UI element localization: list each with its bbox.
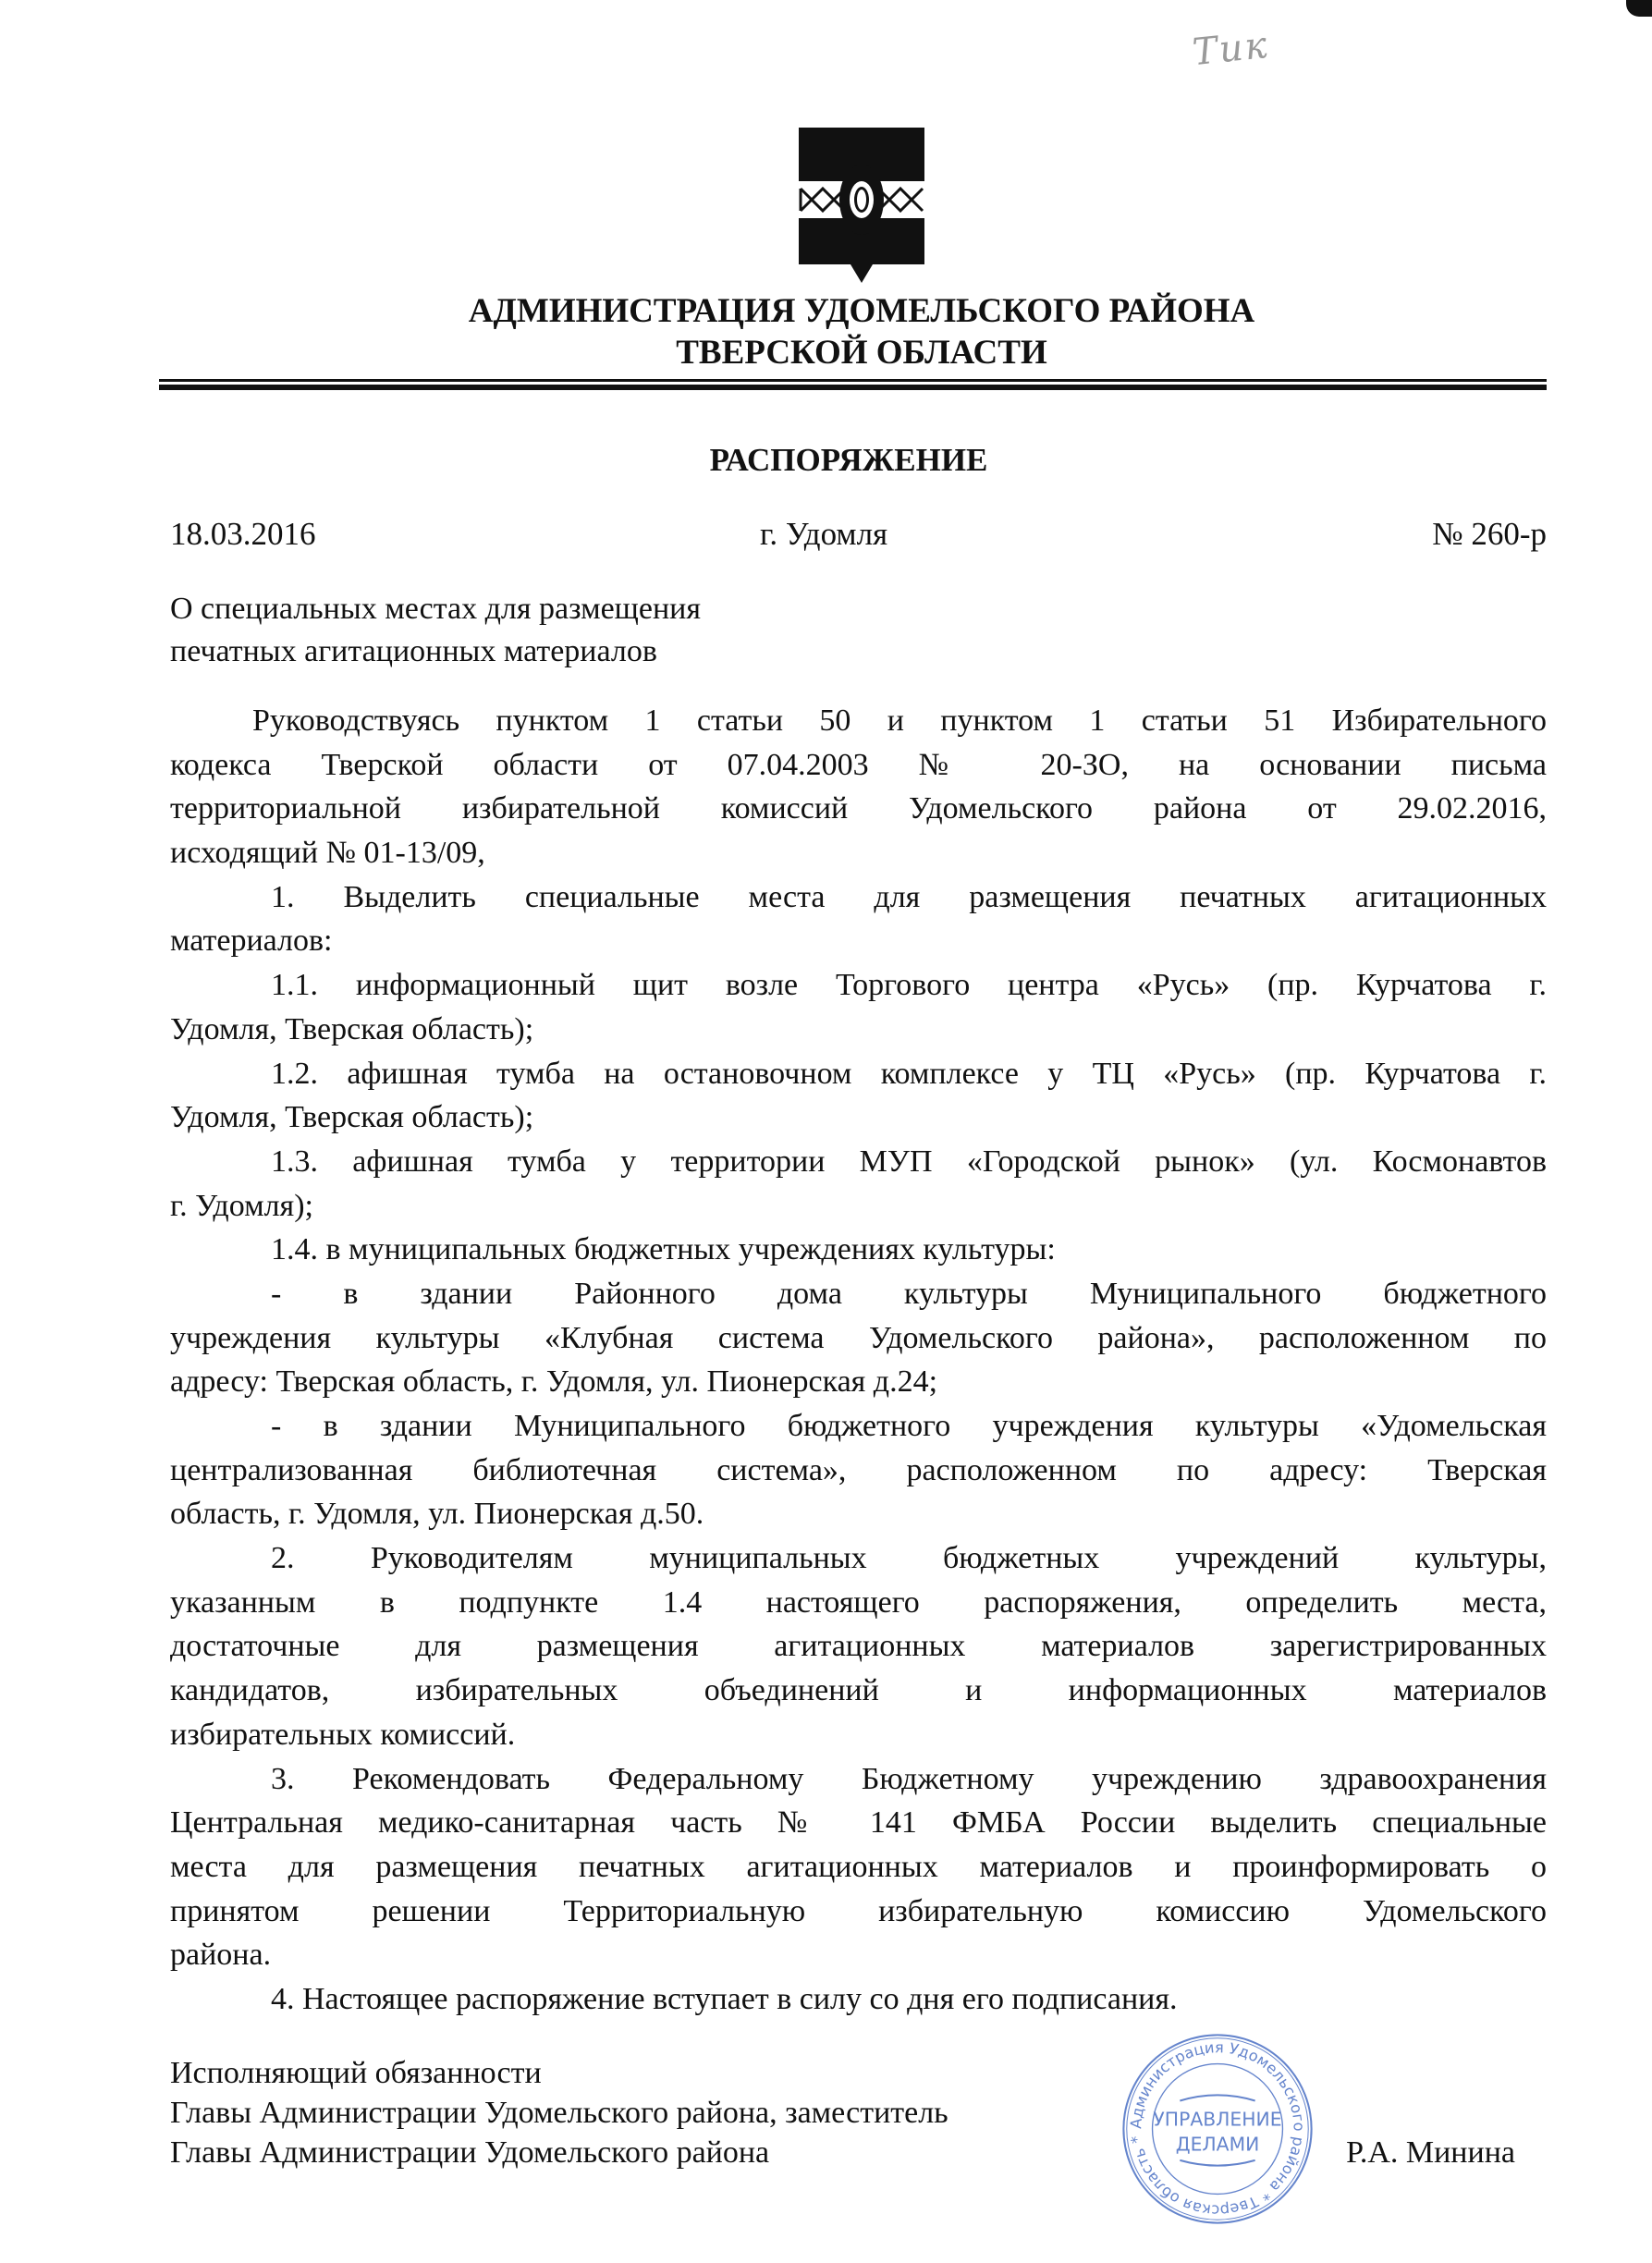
signature-title-line: Главы Администрации Удомельского района, заместитель <box>170 2096 948 2130</box>
document-type: РАСПОРЯЖЕНИЕ <box>709 442 988 478</box>
paragraph-line: достаточные для размещения агитационных материалов зарегистрированных <box>170 1629 1547 1664</box>
paragraph-line: централизованная библиотечная система», расположенном по адресу: Тверская <box>170 1452 1547 1487</box>
signature-title-line: Главы Администрации Удомельского района <box>170 2135 770 2170</box>
signature-block <box>170 2053 1547 2172</box>
paragraph <box>170 1140 1547 1228</box>
organization-name <box>159 290 1564 373</box>
paragraph-line: территориальной избирательной комиссий Удомельского района от 29.02.2016, <box>170 791 1547 826</box>
header-rule-thick <box>159 385 1547 390</box>
paragraph-line: 1. Выделить специальные места для размещения печатных агитационных <box>271 879 1547 914</box>
paragraph-line: - в здании Муниципального бюджетного учреждения культуры «Удомельская <box>271 1409 1547 1443</box>
document-subject <box>170 588 701 673</box>
paragraph-line: 1.1. информационный щит возле Торгового центра «Русь» (пр. Курчатова г. <box>271 968 1547 1003</box>
document-date: 18.03.2016 <box>170 516 316 552</box>
handwritten-note: Тик <box>1190 23 1271 75</box>
paragraph <box>170 1228 1547 1272</box>
organization-line-1: АДМИНИСТРАЦИЯ УДОМЕЛЬСКОГО РАЙОНА <box>468 292 1255 330</box>
paragraph-line: 2. Руководителям муниципальных бюджетных учреждений культуры, <box>271 1541 1547 1576</box>
paragraph-line: избирательных комиссий. <box>170 1717 516 1752</box>
document-body <box>170 699 1547 2022</box>
paragraph-line: 4. Настоящее распоряжение вступает в силу со дня его подписания. <box>271 1981 1178 2016</box>
paragraph-line: места для размещения печатных агитационных материалов и проинформировать о <box>170 1849 1547 1884</box>
paragraph-line: Удомля, Тверская область); <box>170 1011 534 1046</box>
scan-edge <box>1626 0 1652 17</box>
paragraph-line: Удомля, Тверская область); <box>170 1100 534 1135</box>
paragraph-line: учреждения культуры «Клубная система Удомельского района», расположенном по <box>170 1320 1547 1355</box>
paragraph-line: кандидатов, избирательных объединений и информационных материалов <box>170 1673 1547 1708</box>
stamp-ring-text: Администрация Удомельского района * Тверская область * <box>1127 2038 1308 2220</box>
paragraph <box>170 699 1547 875</box>
paragraph-line: 3. Рекомендовать Федеральному Бюджетному учреждению здравоохранения <box>271 1761 1547 1796</box>
paragraph-line: адресу: Тверская область, г. Удомля, ул. Пионерская д.24; <box>170 1364 938 1400</box>
paragraph-line: г. Удомля); <box>170 1188 313 1223</box>
paragraph-line: исходящий № 01-13/09, <box>170 836 485 871</box>
paragraph-line: - в здании Районного дома культуры Муниципального бюджетного <box>271 1276 1547 1311</box>
paragraph-line: 1.4. в муниципальных бюджетных учреждениях культуры: <box>271 1232 1056 1267</box>
paragraph <box>170 1536 1547 1756</box>
coat-of-arms-icon <box>797 126 926 285</box>
official-stamp <box>1120 2032 1315 2226</box>
paragraph-line: 1.3. афишная тумба у территории МУП «Городской рынок» (ул. Космонавтов <box>271 1144 1547 1179</box>
paragraph-line: Центральная медико-санитарная часть № 141 ФМБА России выделить специальные <box>170 1805 1547 1841</box>
document-city: г. Удомля <box>760 516 888 552</box>
organization-line-2: ТВЕРСКОЙ ОБЛАСТИ <box>676 334 1047 372</box>
stamp-center-line-1: УПРАВЛЕНИЕ <box>1153 2108 1282 2131</box>
paragraph <box>170 1272 1547 1404</box>
paragraph-line: Руководствуясь пунктом 1 статьи 50 и пунктом 1 статьи 51 Избирательного <box>252 703 1547 738</box>
paragraph-line: указанным в подпункте 1.4 настоящего распоряжения, определить места, <box>170 1584 1547 1620</box>
paragraph-line: района. <box>170 1938 272 1973</box>
paragraph-line: материалов: <box>170 924 333 959</box>
paragraph <box>170 1757 1547 1977</box>
document-number: № 260-р <box>1432 516 1547 552</box>
header-rule-thin <box>159 379 1547 382</box>
stamp-center-line-2: ДЕЛАМИ <box>1175 2133 1260 2156</box>
paragraph <box>170 963 1547 1051</box>
paragraph <box>170 1052 1547 1140</box>
paragraph <box>170 1404 1547 1536</box>
signature-title-line: Исполняющий обязанности <box>170 2056 542 2090</box>
paragraph-line: область, г. Удомля, ул. Пионерская д.50. <box>170 1497 704 1532</box>
paragraph-line: кодекса Тверской области от 07.04.2003 № 20-ЗО, на основании письма <box>170 747 1547 782</box>
paragraph <box>170 1977 1547 2022</box>
paragraph-line: 1.2. афишная тумба на остановочном комплексе у ТЦ «Русь» (пр. Курчатова г. <box>271 1056 1547 1091</box>
paragraph-line: принятом решении Территориальную избирательную комиссию Удомельского <box>170 1893 1547 1928</box>
subject-line: печатных агитационных материалов <box>170 634 657 668</box>
paragraph <box>170 875 1547 963</box>
subject-line: О специальных местах для размещения <box>170 592 701 626</box>
signatory-name: Р.А. Минина <box>1346 2135 1515 2170</box>
